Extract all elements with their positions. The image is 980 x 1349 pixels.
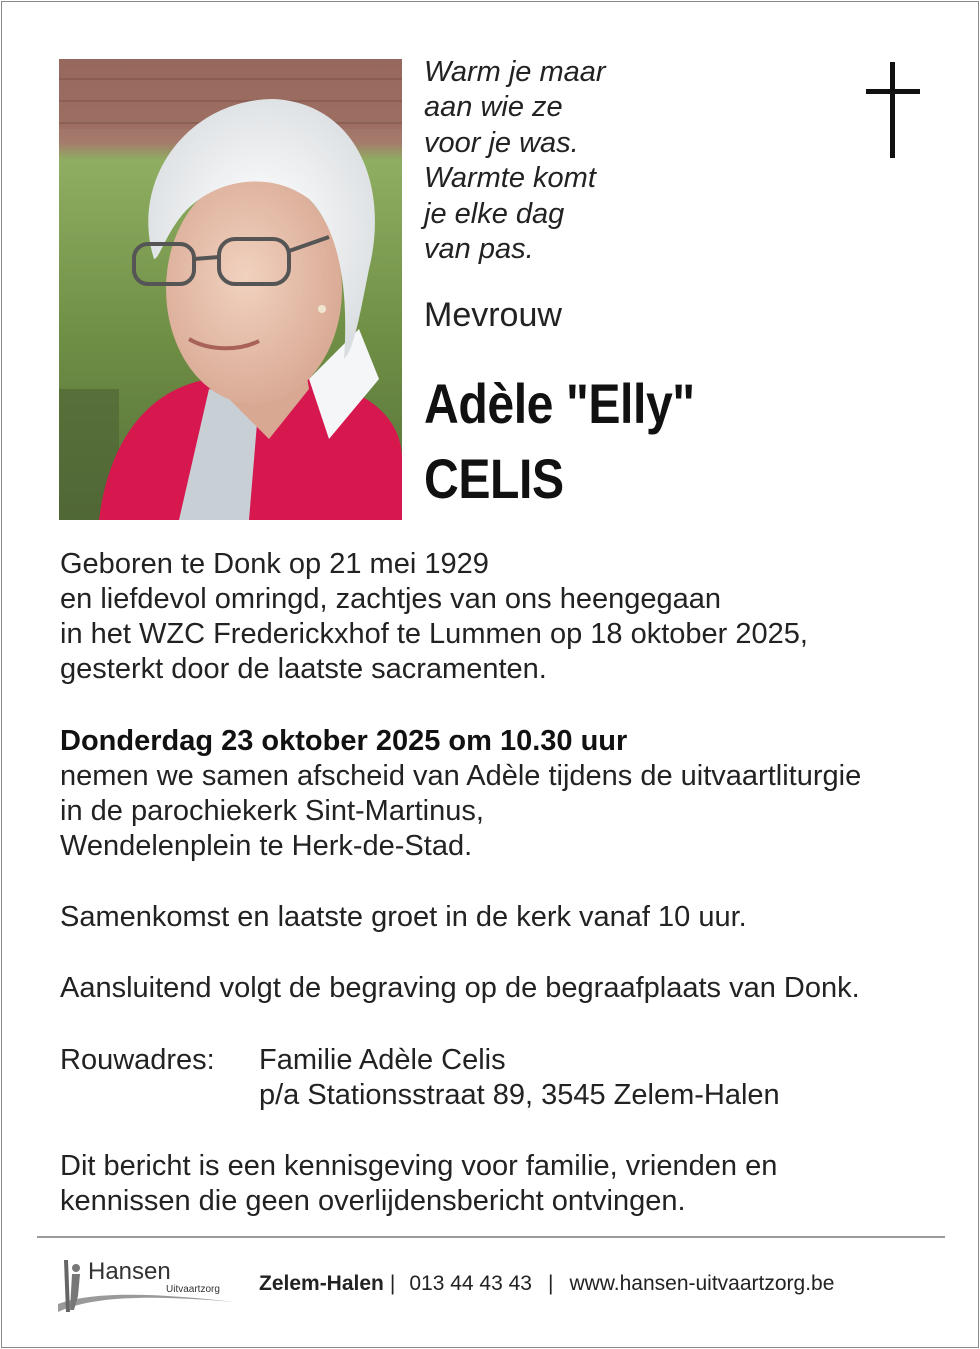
logo-subtitle: Uitvaartzorg bbox=[166, 1284, 220, 1295]
service-paragraph bbox=[60, 724, 940, 864]
text-line: kennissen die geen overlijdensbericht ontvingen. bbox=[60, 1185, 686, 1217]
cross-icon bbox=[864, 62, 922, 160]
text-line: Samenkomst en laatste groet in de kerk vanaf 10 uur. bbox=[60, 901, 747, 933]
poem-line: je elke dag bbox=[424, 197, 565, 230]
footer-divider bbox=[37, 1236, 945, 1238]
footer-separator: | bbox=[547, 1272, 554, 1295]
text-line: gesterkt door de laatste sacramenten. bbox=[60, 653, 547, 685]
poem-line: Warmte komt bbox=[424, 162, 596, 195]
service-date: Donderdag 23 oktober 2025 om 10.30 uur bbox=[60, 725, 628, 757]
deceased-name bbox=[424, 366, 802, 516]
text-line: Aansluitend volgt de begraving op de begraafplaats van Donk. bbox=[60, 972, 860, 1004]
name-line-first: Adèle "Elly" bbox=[424, 372, 695, 435]
poem-line: aan wie ze bbox=[424, 91, 563, 124]
name-line-last: CELIS bbox=[424, 447, 564, 510]
address-label: Rouwadres: bbox=[60, 1044, 215, 1076]
footer-website: www.hansen-uitvaartzorg.be bbox=[569, 1272, 835, 1295]
text-line: in de parochiekerk Sint-Martinus, bbox=[60, 795, 484, 827]
poem bbox=[424, 55, 754, 267]
text-line: en liefdevol omringd, zachtjes van ons heengegaan bbox=[60, 583, 722, 615]
text-line: Geboren te Donk op 21 mei 1929 bbox=[60, 548, 489, 580]
footer-separator: | bbox=[389, 1272, 396, 1295]
text-line: Dit bericht is een kennisgeving voor familie, vrienden en bbox=[60, 1150, 778, 1182]
address-lines bbox=[259, 1043, 780, 1113]
address-line: p/a Stationsstraat 89, 3545 Zelem-Halen bbox=[259, 1079, 780, 1111]
poem-line: voor je was. bbox=[424, 126, 579, 159]
burial-paragraph bbox=[60, 971, 940, 1006]
text-line: nemen we samen afscheid van Adèle tijdens de uitvaartliturgie bbox=[60, 760, 862, 792]
logo-name: Hansen bbox=[88, 1258, 171, 1285]
poem-line: van pas. bbox=[424, 233, 534, 266]
footer-phone: 013 44 43 43 bbox=[409, 1272, 532, 1295]
address-line: Familie Adèle Celis bbox=[259, 1044, 506, 1076]
birth-paragraph bbox=[60, 547, 940, 687]
gathering-paragraph bbox=[60, 900, 940, 935]
text-line: in het WZC Frederickxhof te Lummen op 18 oktober 2025, bbox=[60, 618, 808, 650]
notice-paragraph bbox=[60, 1149, 940, 1219]
footer-contact bbox=[259, 1272, 834, 1296]
text-line: Wendelenplein te Herk-de-Stad. bbox=[60, 830, 473, 862]
footer-city: Zelem-Halen bbox=[259, 1272, 384, 1295]
portrait-photo bbox=[59, 59, 402, 520]
honorific: Mevrouw bbox=[424, 296, 562, 334]
poem-line: Warm je maar bbox=[424, 56, 606, 88]
